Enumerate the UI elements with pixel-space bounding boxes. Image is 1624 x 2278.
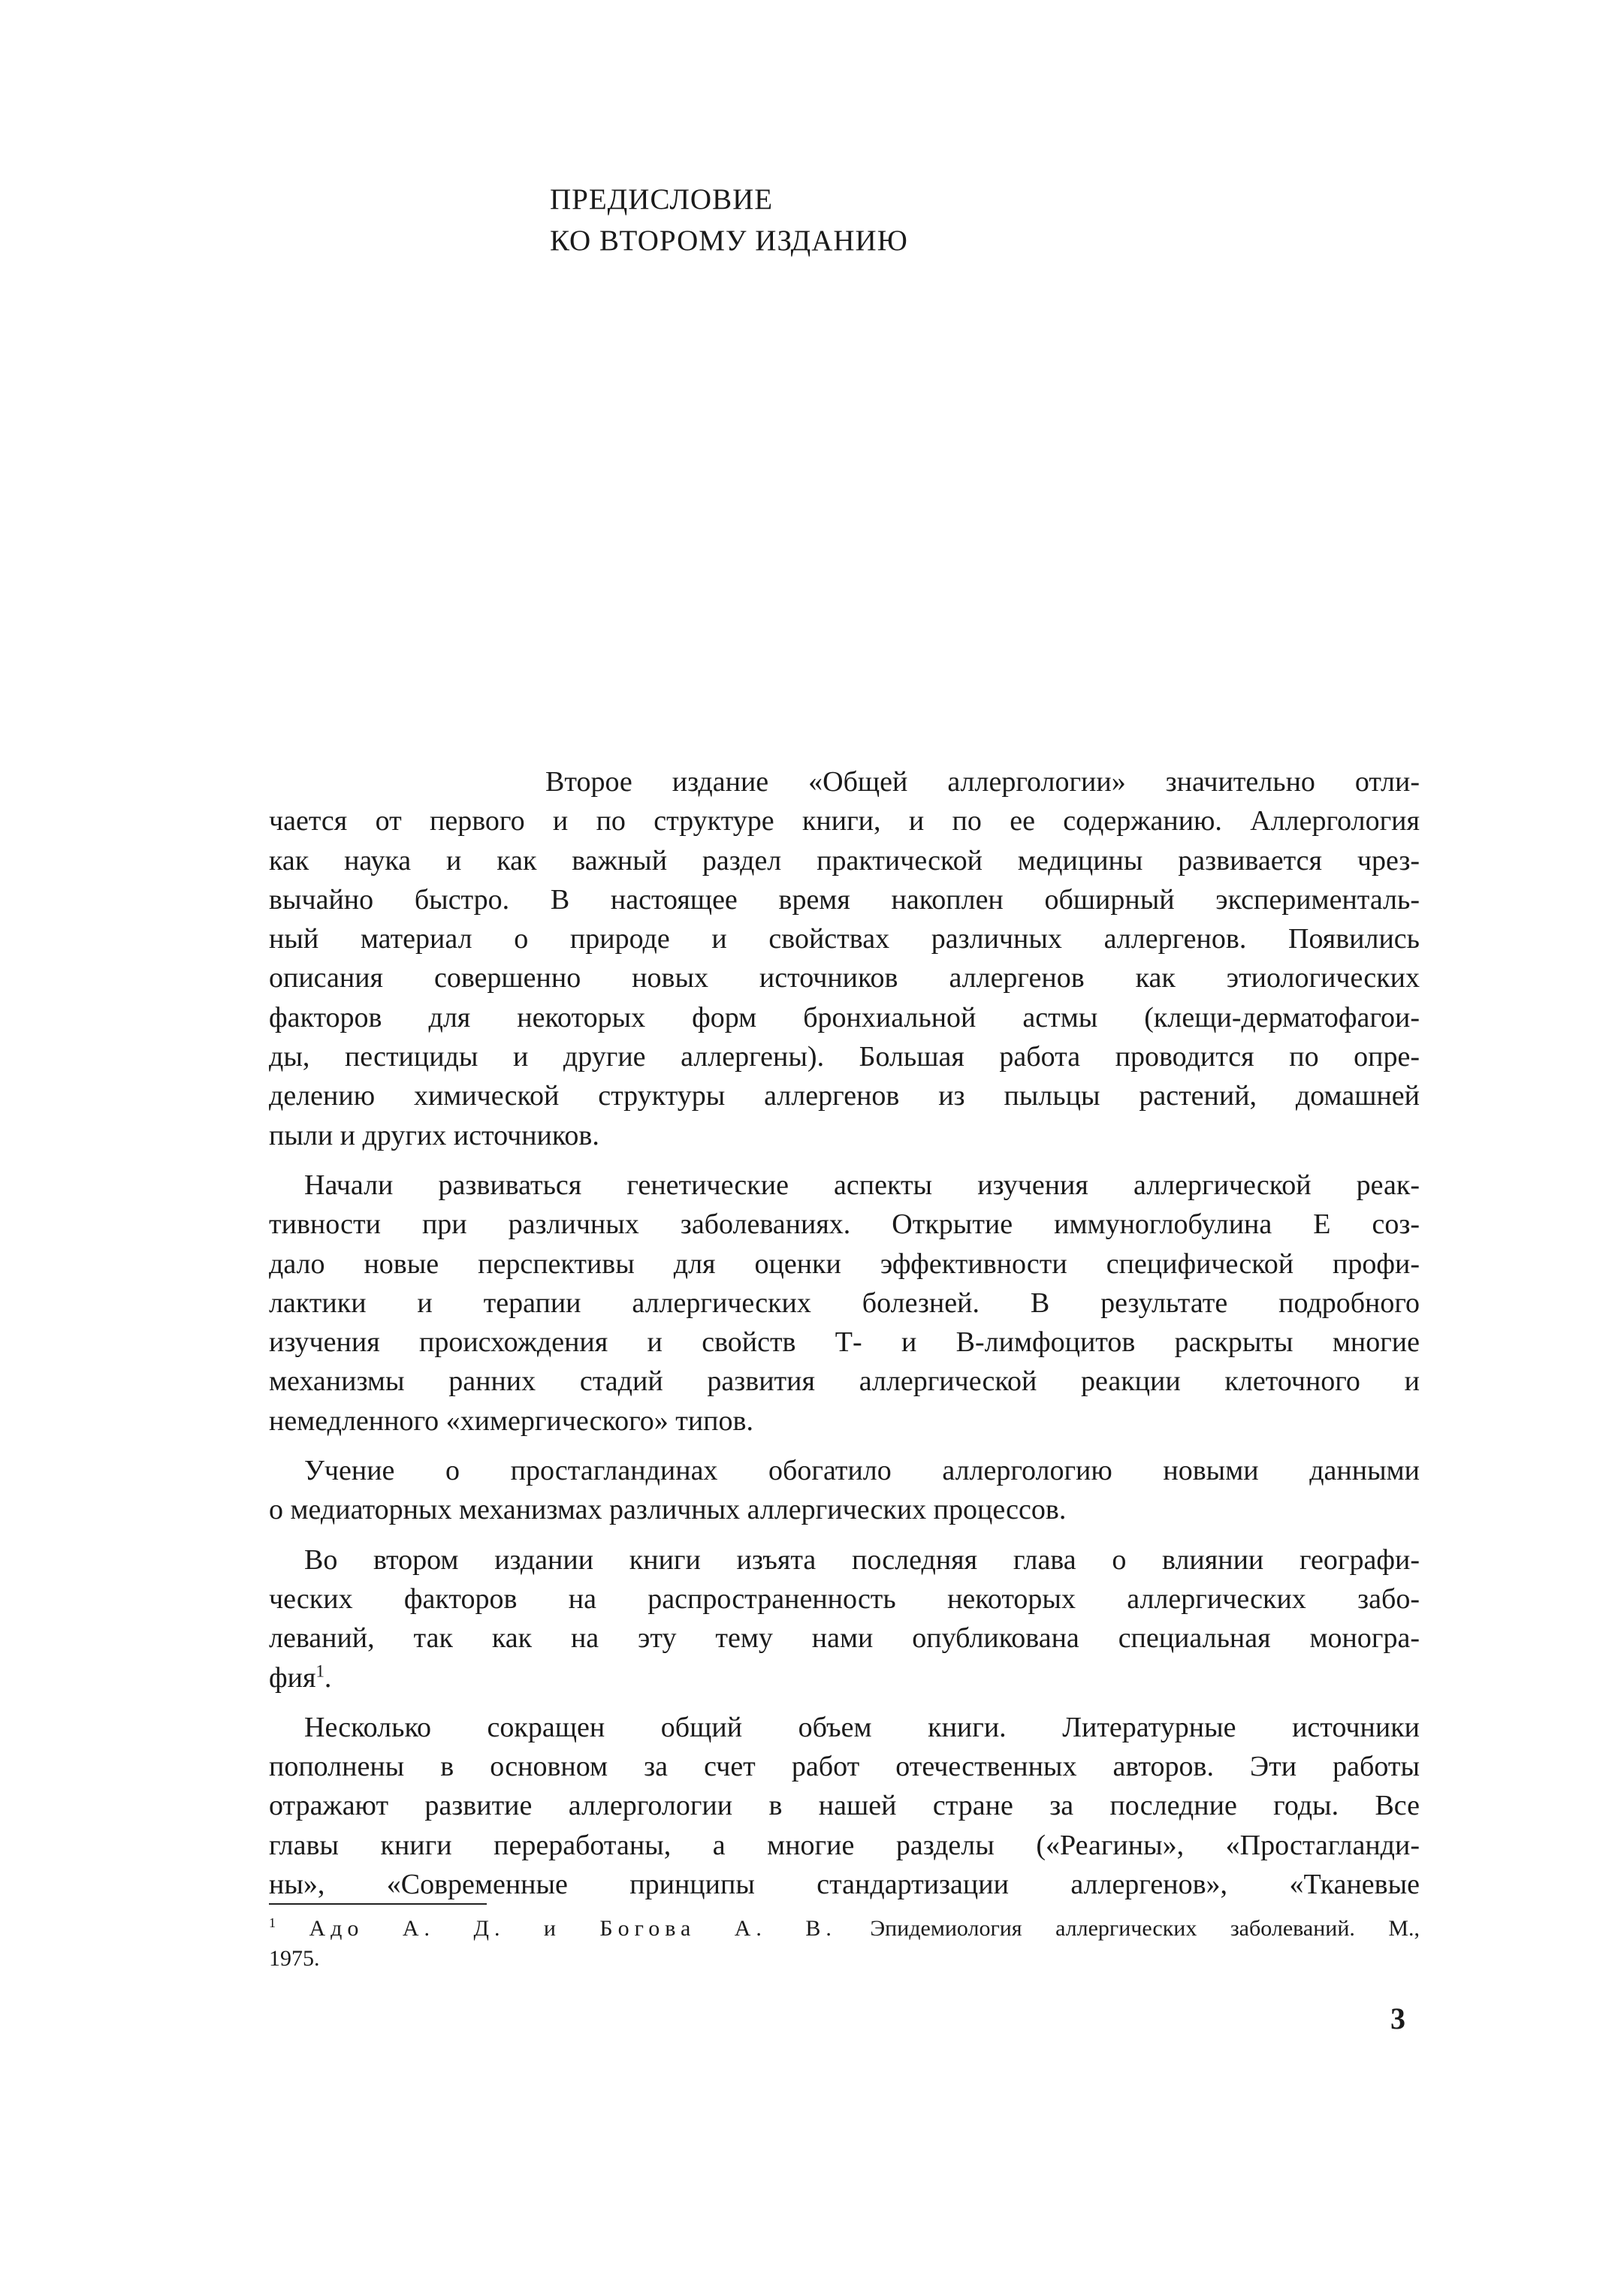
text-line: Второе издание «Общей аллергологии» значительно отли-	[545, 766, 1420, 798]
text-line: делению химической структуры аллергенов из пыльцы растений, домашней	[269, 1080, 1420, 1112]
text-line: ный материал о природе и свойствах различных аллергенов. Появились	[269, 923, 1420, 955]
footnote-line	[269, 1914, 1420, 1944]
page-title	[550, 179, 908, 261]
footnote-reference[interactable]: 1	[315, 1661, 324, 1680]
text-line: леваний, так как на эту тему нами опубликована специальная моногра-	[269, 1622, 1420, 1655]
text-line: главы книги переработаны, а многие разделы («Реагины», «Простагланди-	[269, 1829, 1420, 1861]
footnote-divider	[269, 1903, 487, 1905]
text-line: описания совершенно новых источников аллергенов как этиологических	[269, 962, 1420, 994]
text-line: тивности при различных заболеваниях. Открытие иммуноглобулина Е соз-	[269, 1208, 1420, 1241]
text-fragment: .	[324, 1661, 332, 1694]
footnote-text: Эпидемиология аллергических заболеваний. М.,	[870, 1916, 1420, 1941]
text-line: факторов для некоторых форм бронхиальной астмы (клещи-дерматофагои-	[269, 1001, 1420, 1033]
title-line-2: КО ВТОРОМУ ИЗДАНИЮ	[550, 225, 908, 257]
text-line: дало новые перспективы для оценки эффективности специфической профи-	[269, 1248, 1420, 1280]
text-line: Несколько сокращен общий объем книги. Литературные источники	[304, 1711, 1420, 1743]
footnote-authors: Адо А. Д. и Богова А. В.	[309, 1916, 837, 1941]
text-line: вычайно быстро. В настоящее время накоплен обширный эксперименталь-	[269, 883, 1420, 916]
text-line: отражают развитие аллергологии в нашей стране за последние годы. Все	[269, 1790, 1420, 1822]
text-line: как наука и как важный раздел практической медицины развивается чрез-	[269, 844, 1420, 877]
text-line: Учение о простагландинах обогатило аллергологию новыми данными	[304, 1455, 1420, 1487]
text-fragment: фия	[269, 1661, 316, 1694]
footnote-year: 1975.	[269, 1946, 320, 1971]
text-line: ды, пестициды и другие аллергены). Большая работа проводится по опре-	[269, 1041, 1420, 1073]
text-line: чается от первого и по структуре книги, и по ее содержанию. Аллергология	[269, 805, 1420, 837]
text-line-with-footnote-ref	[269, 1658, 1420, 1697]
text-line: немедленного «химергического» типов.	[269, 1405, 753, 1437]
body-text	[269, 762, 1420, 1904]
page-number: 3	[1390, 2002, 1405, 2035]
text-line: ны», «Современные принципы стандартизации аллергенов», «Тканевые	[269, 1869, 1420, 1901]
text-line: Во втором издании книги изъята последняя глава о влиянии географи-	[304, 1543, 1420, 1576]
text-line: пыли и других источников.	[269, 1119, 599, 1151]
text-line: Начали развиваться генетические аспекты изучения аллергической реак-	[304, 1169, 1420, 1201]
text-line: изучения происхождения и свойств Т- и В-лимфоцитов раскрыты многие	[269, 1326, 1420, 1359]
footnote-marker: 1	[269, 1915, 276, 1930]
title-line-1: ПРЕДИСЛОВИЕ	[550, 183, 774, 216]
text-line: пополнены в основном за счет работ отечественных авторов. Эти работы	[269, 1751, 1420, 1783]
text-line: о медиаторных механизмах различных аллергических процессов.	[269, 1494, 1067, 1526]
text-line: лактики и терапии аллергических болезней. В результате подробного	[269, 1287, 1420, 1319]
footnote	[269, 1914, 1420, 1974]
text-line: механизмы ранних стадий развития аллергической реакции клеточного и	[269, 1365, 1420, 1398]
text-line: ческих факторов на распространенность некоторых аллергических забо-	[269, 1583, 1420, 1615]
